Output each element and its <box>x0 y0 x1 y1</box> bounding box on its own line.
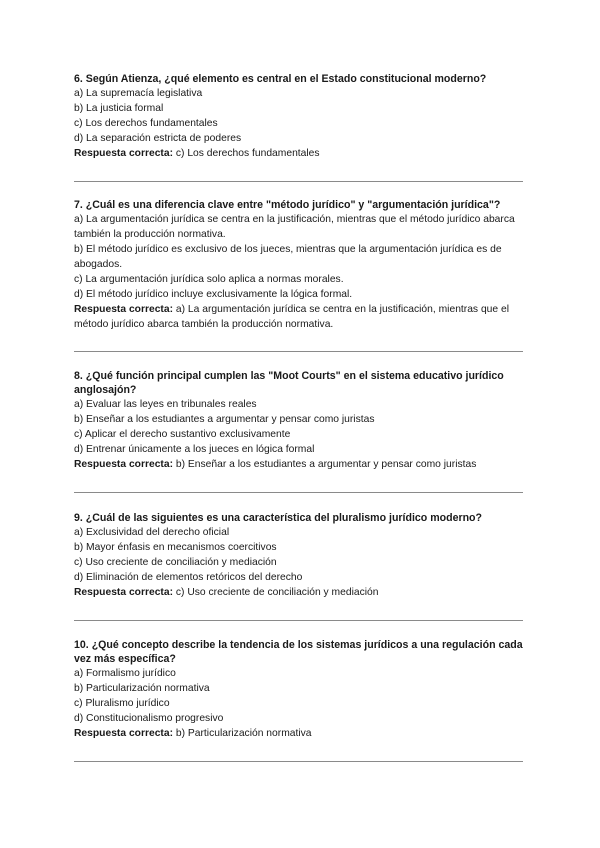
question-9 <box>74 511 526 600</box>
option-b: b) La justicia formal <box>74 103 164 114</box>
question-8 <box>74 369 526 472</box>
option-d: d) Constitucionalismo progresivo <box>74 713 224 724</box>
option-a: a) La supremacía legislativa <box>74 88 203 99</box>
correct-answer: Respuesta correcta: c) Los derechos fundamentales <box>74 148 320 159</box>
question-10 <box>74 638 526 741</box>
correct-answer: Respuesta correcta: b) Particularización normativa <box>74 728 312 739</box>
question-title: 10. ¿Qué concepto describe la tendencia de los sistemas jurídicos a una regulación cada vez más específica? <box>74 639 523 665</box>
correct-answer: Respuesta correcta: a) La argumentación jurídica se centra en la justificación, mientras que el método jurídico abarca también la producción normativa. <box>74 304 510 330</box>
option-c: c) Pluralismo jurídico <box>74 698 170 709</box>
option-a: a) Exclusividad del derecho oficial <box>74 527 230 538</box>
question-title: 6. Según Atienza, ¿qué elemento es central en el Estado constitucional moderno? <box>74 73 487 85</box>
section-divider <box>74 761 523 762</box>
option-a: a) La argumentación jurídica se centra en la justificación, mientras que el método jurídico abarca también la producción normativa. <box>74 214 515 240</box>
section-divider <box>74 492 523 493</box>
option-a: a) Formalismo jurídico <box>74 668 176 679</box>
option-d: d) Eliminación de elementos retóricos del derecho <box>74 572 303 583</box>
option-b: b) Mayor énfasis en mecanismos coercitivos <box>74 542 277 553</box>
option-c: c) La argumentación jurídica solo aplica a normas morales. <box>74 274 344 285</box>
section-divider <box>74 351 523 352</box>
correct-answer: Respuesta correcta: c) Uso creciente de conciliación y mediación <box>74 587 379 598</box>
option-d: d) Entrenar únicamente a los jueces en lógica formal <box>74 444 315 455</box>
option-b: b) El método jurídico es exclusivo de los jueces, mientras que la argumentación jurídica es de abogados. <box>74 244 502 270</box>
section-divider <box>74 181 523 182</box>
question-title: 9. ¿Cuál de las siguientes es una característica del pluralismo jurídico moderno? <box>74 512 483 524</box>
option-c: c) Los derechos fundamentales <box>74 118 218 129</box>
option-c: c) Uso creciente de conciliación y mediación <box>74 557 277 568</box>
question-title: 8. ¿Qué función principal cumplen las "Moot Courts" en el sistema educativo jurídico anglosajón? <box>74 370 504 396</box>
option-d: d) El método jurídico incluye exclusivamente la lógica formal. <box>74 289 353 300</box>
option-a: a) Evaluar las leyes en tribunales reales <box>74 399 257 410</box>
option-b: b) Particularización normativa <box>74 683 210 694</box>
correct-answer: Respuesta correcta: b) Enseñar a los estudiantes a argumentar y pensar como juristas <box>74 459 477 470</box>
question-7 <box>74 198 526 332</box>
option-d: d) La separación estricta de poderes <box>74 133 242 144</box>
question-title: 7. ¿Cuál es una diferencia clave entre "método jurídico" y "argumentación jurídica"? <box>74 199 501 211</box>
option-b: b) Enseñar a los estudiantes a argumentar y pensar como juristas <box>74 414 375 425</box>
option-c: c) Aplicar el derecho sustantivo exclusivamente <box>74 429 291 440</box>
question-6 <box>74 72 526 161</box>
section-divider <box>74 620 523 621</box>
